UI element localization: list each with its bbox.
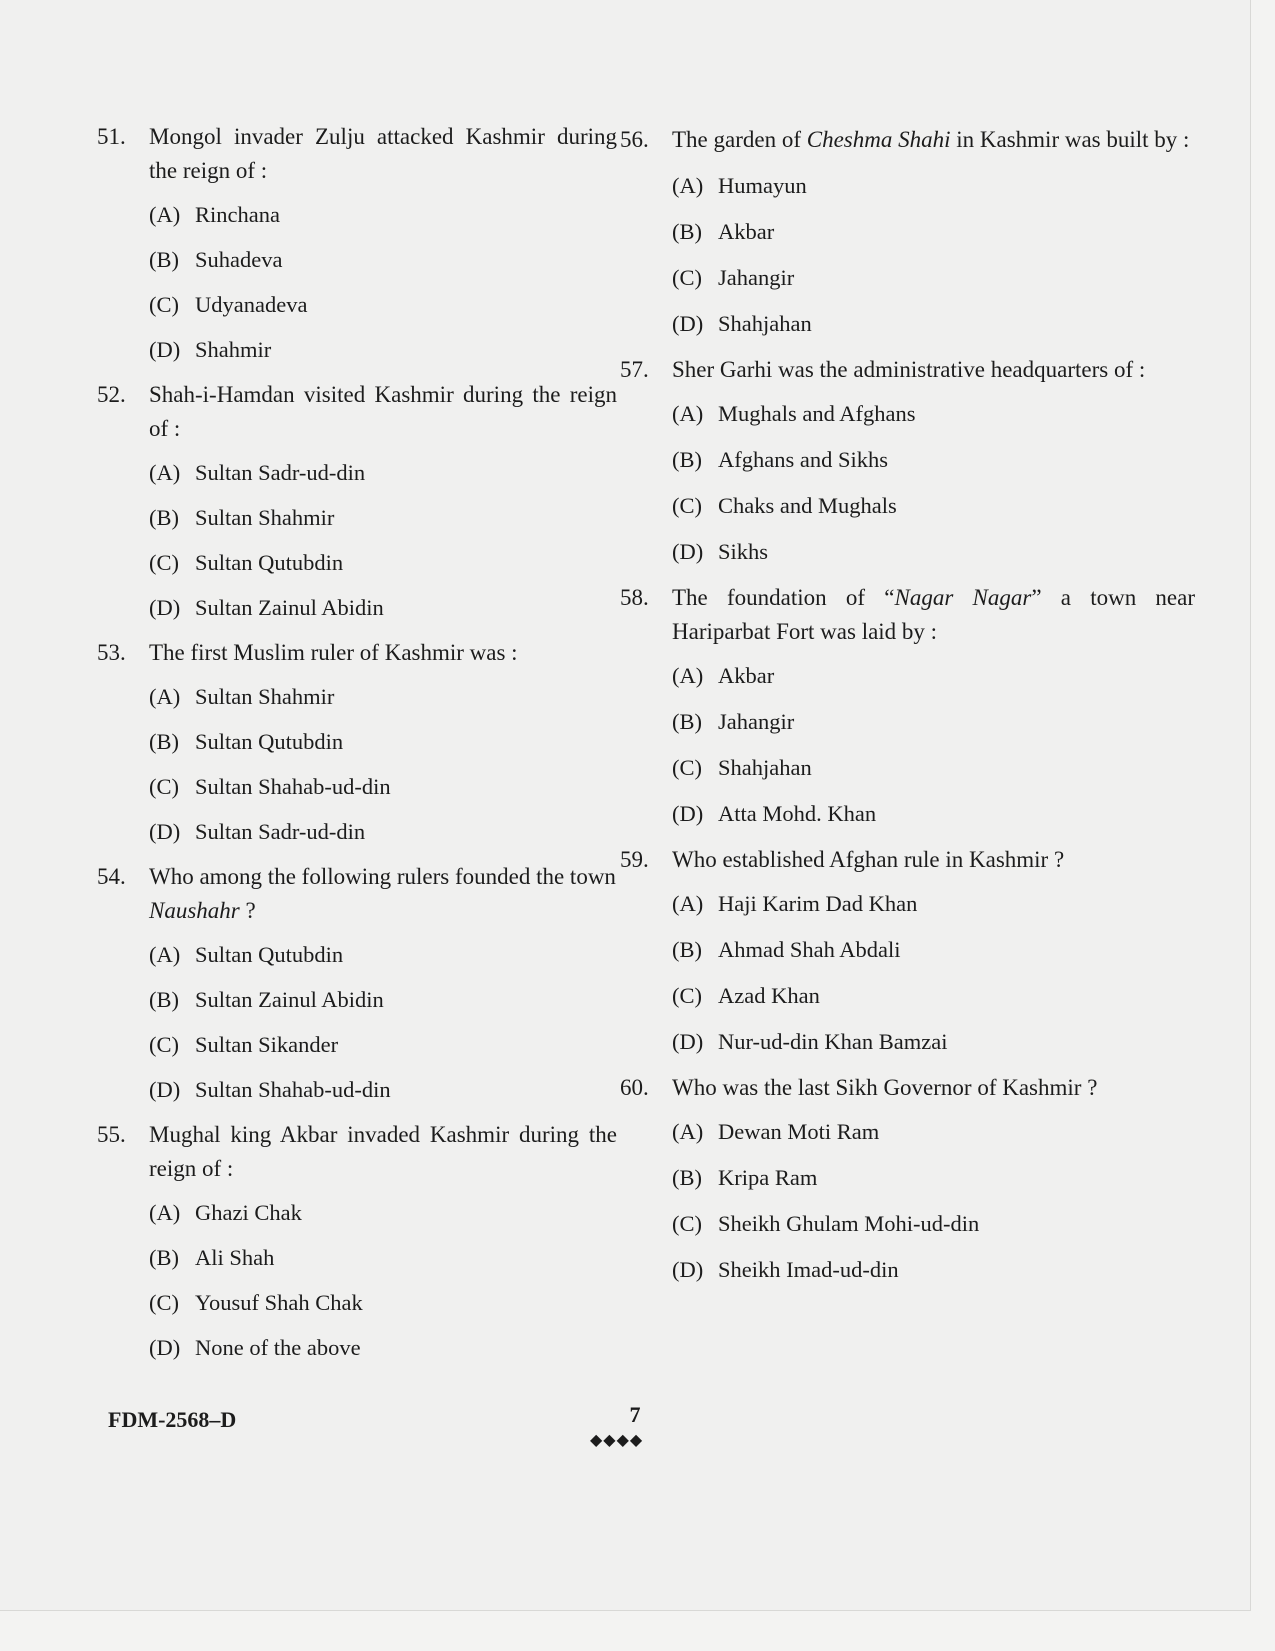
option-c[interactable]: (C) Sultan Sikander <box>149 1032 339 1057</box>
option-b[interactable]: (B) Suhadeva <box>149 247 283 272</box>
option-c[interactable]: (C) Azad Khan <box>672 983 820 1008</box>
option-c[interactable]: (C) Udyanadeva <box>149 292 308 317</box>
option-a[interactable]: (A) Dewan Moti Ram <box>672 1119 880 1144</box>
option-d[interactable]: (D) Shahjahan <box>672 311 812 336</box>
option-d[interactable]: (D) Sikhs <box>672 539 769 564</box>
diamond-ornament-icon: ◆◆◆◆ <box>590 1432 644 1449</box>
option-a[interactable]: (A) Rinchana <box>149 202 280 227</box>
option-a[interactable]: (A) Sultan Qutubdin <box>149 942 344 967</box>
option-b[interactable]: (B) Jahangir <box>672 709 795 734</box>
question-number: 56. <box>620 127 649 152</box>
option-d[interactable]: (D) Shahmir <box>149 337 272 362</box>
question-58 <box>620 581 1195 837</box>
option-d[interactable]: (D) Atta Mohd. Khan <box>672 801 877 826</box>
option-b[interactable]: (B) Sultan Zainul Abidin <box>149 987 384 1012</box>
option-d[interactable]: (D) Sultan Sadr-ud-din <box>149 819 366 844</box>
options <box>149 450 617 630</box>
option-d[interactable]: (D) Nur-ud-din Khan Bamzai <box>672 1029 948 1054</box>
question-number: 55. <box>97 1122 126 1147</box>
question-number: 54. <box>97 864 126 889</box>
question-text: Mongol invader Zulju attacked Kashmir during the reign of : <box>149 124 617 183</box>
options <box>149 932 617 1112</box>
options <box>672 391 1195 575</box>
option-b[interactable]: (B) Ahmad Shah Abdali <box>672 937 901 962</box>
question-number: 57. <box>620 357 649 382</box>
page-number: 7 <box>629 1402 641 1427</box>
question-text: The foundation of “Nagar Nagar” a town near Hariparbat Fort was laid by : <box>672 585 1196 644</box>
options <box>149 192 617 372</box>
question-text: Who among the following rulers founded the town Naushahr ? <box>149 864 616 923</box>
question-text: Who was the last Sikh Governor of Kashmir ? <box>672 1075 1098 1100</box>
option-c[interactable]: (C) Yousuf Shah Chak <box>149 1290 363 1315</box>
question-53 <box>97 636 617 854</box>
option-b[interactable]: (B) Kripa Ram <box>672 1165 818 1190</box>
option-d[interactable]: (D) Sultan Zainul Abidin <box>149 595 384 620</box>
option-c[interactable]: (C) Sultan Qutubdin <box>149 550 344 575</box>
town-name: Naushahr <box>149 898 240 923</box>
option-b[interactable]: (B) Afghans and Sikhs <box>672 447 888 472</box>
question-text: Who established Afghan rule in Kashmir ? <box>672 847 1065 872</box>
option-d[interactable]: (D) None of the above <box>149 1335 361 1360</box>
option-a[interactable]: (A) Akbar <box>672 663 775 688</box>
question-52 <box>97 378 617 630</box>
question-number: 58. <box>620 585 649 610</box>
question-number: 59. <box>620 847 649 872</box>
question-number: 51. <box>97 124 126 149</box>
question-60 <box>620 1071 1195 1293</box>
question-number: 53. <box>97 640 126 665</box>
paper-code: FDM-2568–D <box>108 1407 237 1432</box>
option-a[interactable]: (A) Ghazi Chak <box>149 1200 302 1225</box>
question-55 <box>97 1118 617 1370</box>
options <box>672 163 1195 347</box>
question-text: The garden of Cheshma Shahi in Kashmir was built by : <box>672 127 1190 152</box>
option-c[interactable]: (C) Sheikh Ghulam Mohi-ud-din <box>672 1211 980 1236</box>
option-b[interactable]: (B) Ali Shah <box>149 1245 275 1270</box>
question-number: 60. <box>620 1075 649 1100</box>
question-text: Mughal king Akbar invaded Kashmir during the reign of : <box>149 1122 617 1181</box>
left-column <box>97 120 617 1376</box>
town-name: Nagar Nagar <box>894 585 1032 610</box>
option-c[interactable]: (C) Sultan Shahab-ud-din <box>149 774 391 799</box>
option-a[interactable]: (A) Humayun <box>672 173 807 198</box>
question-57 <box>620 353 1195 575</box>
option-a[interactable]: (A) Mughals and Afghans <box>672 401 916 426</box>
option-a[interactable]: (A) Haji Karim Dad Khan <box>672 891 918 916</box>
options <box>149 1190 617 1370</box>
garden-name: Cheshma Shahi <box>806 127 951 152</box>
option-b[interactable]: (B) Akbar <box>672 219 775 244</box>
option-d[interactable]: (D) Sultan Shahab-ud-din <box>149 1077 391 1102</box>
question-text: Sher Garhi was the administrative headquarters of : <box>672 357 1146 382</box>
question-51 <box>97 120 617 372</box>
option-b[interactable]: (B) Sultan Qutubdin <box>149 729 344 754</box>
option-c[interactable]: (C) Jahangir <box>672 265 795 290</box>
question-text: The first Muslim ruler of Kashmir was : <box>149 640 518 665</box>
options <box>672 653 1195 837</box>
option-a[interactable]: (A) Sultan Sadr-ud-din <box>149 460 366 485</box>
option-b[interactable]: (B) Sultan Shahmir <box>149 505 335 530</box>
option-d[interactable]: (D) Sheikh Imad-ud-din <box>672 1257 899 1282</box>
options <box>672 881 1195 1065</box>
option-c[interactable]: (C) Shahjahan <box>672 755 812 780</box>
option-a[interactable]: (A) Sultan Shahmir <box>149 684 335 709</box>
question-text: Shah-i-Hamdan visited Kashmir during the reign of : <box>149 382 617 441</box>
options <box>672 1109 1195 1293</box>
options <box>149 674 617 854</box>
question-number: 52. <box>97 382 126 407</box>
right-column <box>620 123 1195 1299</box>
option-c[interactable]: (C) Chaks and Mughals <box>672 493 897 518</box>
question-59 <box>620 843 1195 1065</box>
question-56 <box>620 123 1195 347</box>
question-54 <box>97 860 617 1112</box>
